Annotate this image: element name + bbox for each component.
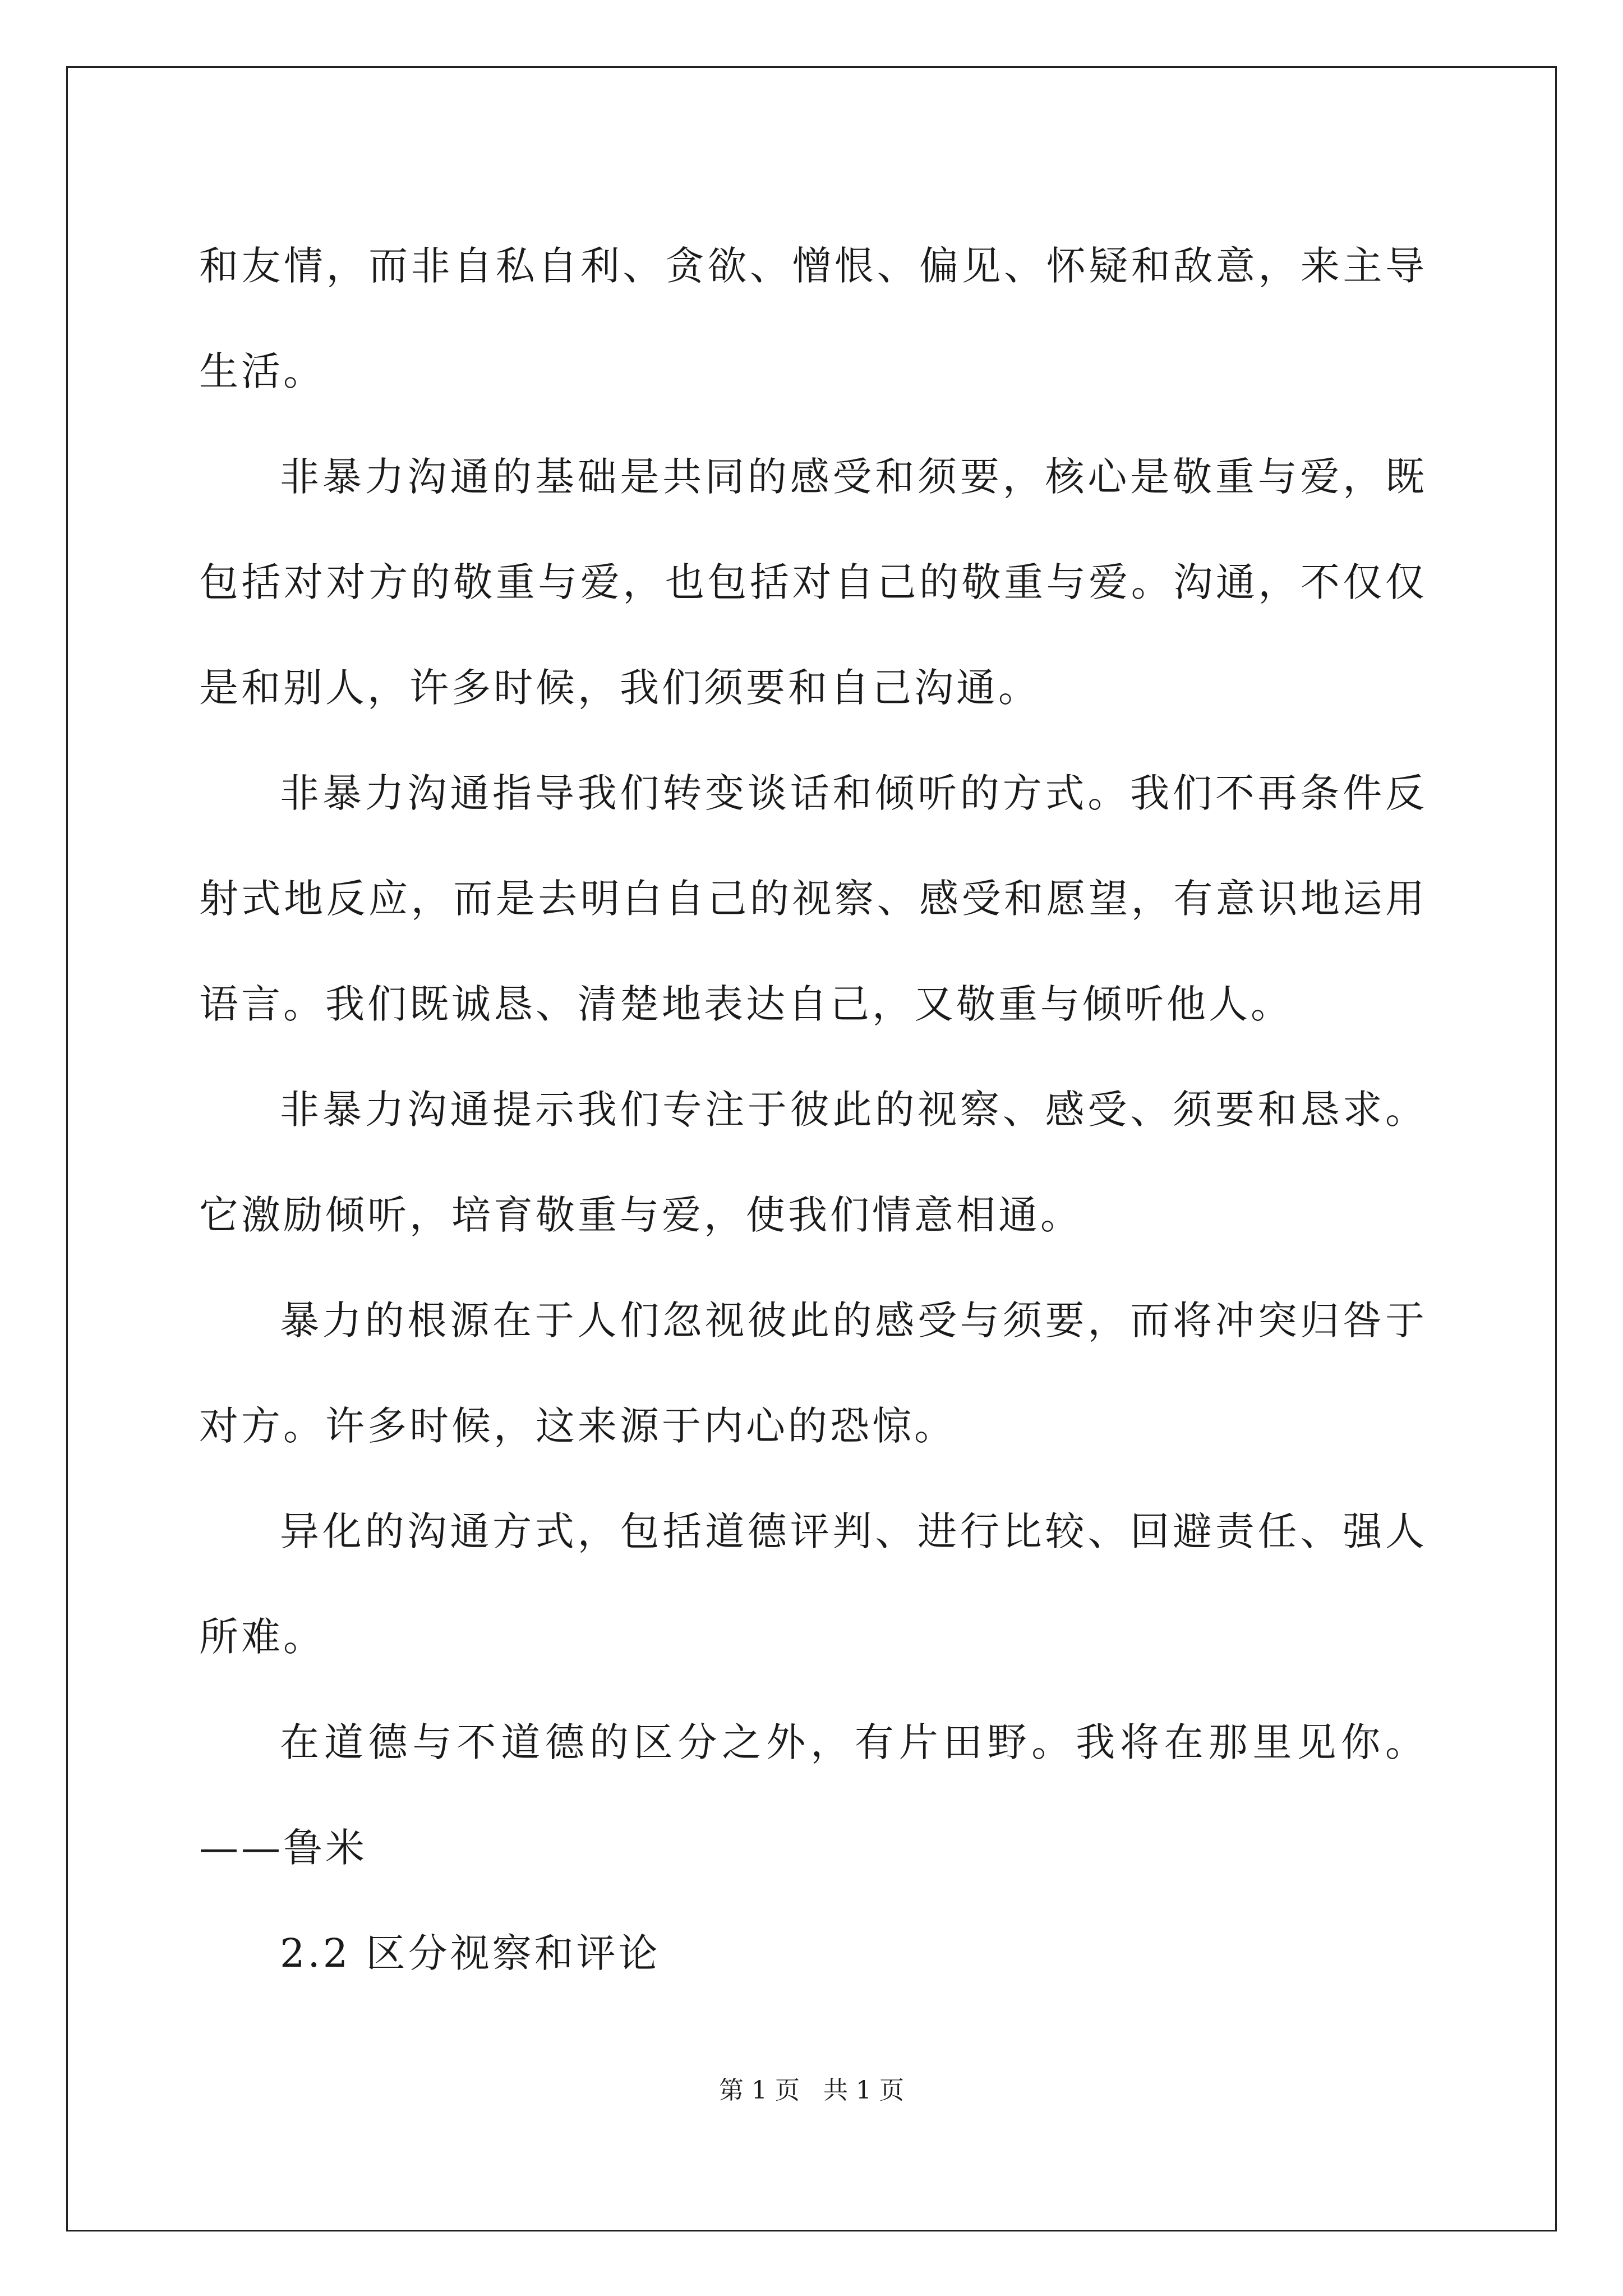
page-total: 共 1 页 (823, 2076, 904, 2105)
section-heading: 2.2 区分视察和评论 (280, 1930, 661, 1976)
paragraph-4: 非暴力沟通提示我们专注于彼此的视察、感受、须要和恳求。它激励倾听，培育敬重与爱，使我们情意相通。 (199, 1087, 1427, 1238)
paragraph-7: 在道德与不道德的区分之外，有片田野。我将在那里见你。——鲁米 (199, 1719, 1427, 1871)
paragraph-2: 非暴力沟通的基础是共同的感受和须要，核心是敬重与爱，既包括对对方的敬重与爱，也包括对自己的敬重与爱。沟通，不仅仅是和别人，许多时候，我们须要和自己沟通。 (199, 454, 1427, 711)
paragraph-3: 非暴力沟通指导我们转变谈话和倾听的方式。我们不再条件反射式地反应，而是去明白自己的视察、感受和愿望，有意识地运用语言。我们既诚恳、清楚地表达自己，又敬重与倾听他人。 (199, 770, 1427, 1027)
page-number: 第 1 页 (719, 2076, 800, 2105)
page-footer (0, 2070, 1623, 2106)
paragraph-6: 异化的沟通方式，包括道德评判、进行比较、回避责任、强人所难。 (199, 1508, 1427, 1660)
paragraph-5: 暴力的根源在于人们忽视彼此的感受与须要，而将冲突归咎于对方。许多时候，这来源于内心的恐惊。 (199, 1297, 1427, 1449)
document-body (199, 213, 1427, 2006)
paragraph-1: 和友情，而非自私自利、贪欲、憎恨、偏见、怀疑和敌意，来主导生活。 (199, 243, 1427, 394)
